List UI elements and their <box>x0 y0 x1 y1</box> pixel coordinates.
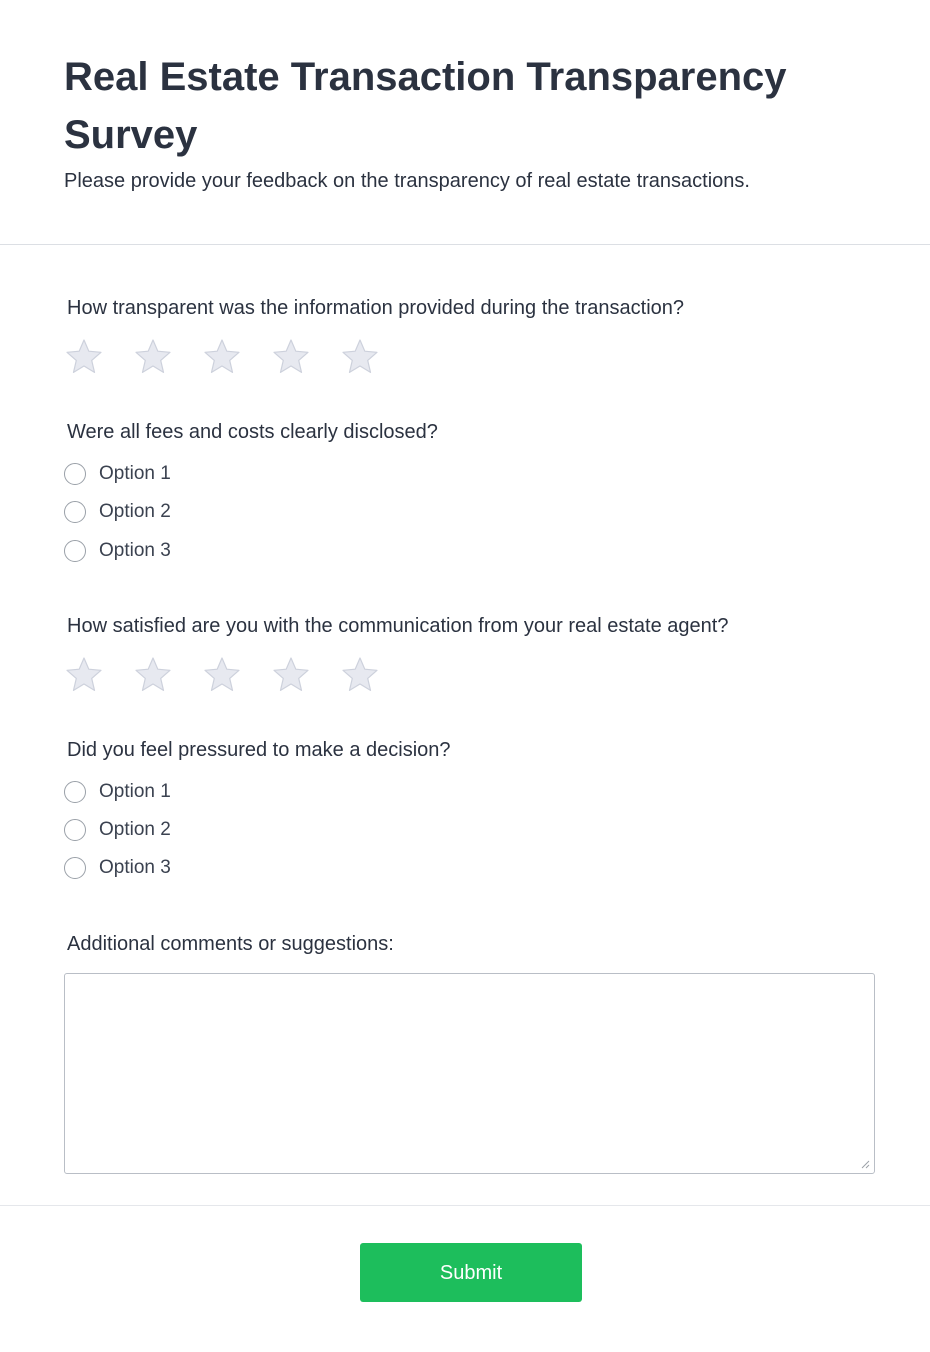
question-2-option-1[interactable] <box>64 461 171 487</box>
question-3-star-rating[interactable] <box>64 655 409 695</box>
question-1-star-rating[interactable] <box>64 337 409 377</box>
star-icon[interactable] <box>202 337 242 377</box>
footer-divider <box>0 1205 930 1206</box>
star-icon[interactable] <box>202 655 242 695</box>
comments-textarea[interactable] <box>64 973 875 1174</box>
question-4-option-1[interactable] <box>64 779 171 805</box>
question-1-label: How transparent was the information provided during the transaction? <box>67 297 685 319</box>
star-icon[interactable] <box>340 337 380 377</box>
question-2-option-2[interactable] <box>64 499 171 525</box>
question-4-option-2[interactable] <box>64 817 171 843</box>
radio-label: Option 1 <box>99 781 171 802</box>
radio-button[interactable] <box>64 501 86 523</box>
radio-label: Option 3 <box>99 540 171 561</box>
comments-label: Additional comments or suggestions: <box>67 933 394 955</box>
radio-button[interactable] <box>64 781 86 803</box>
star-icon[interactable] <box>133 337 173 377</box>
question-4-label: Did you feel pressured to make a decision? <box>67 739 451 761</box>
resize-grip-icon[interactable] <box>860 1159 870 1169</box>
radio-label: Option 2 <box>99 501 171 522</box>
survey-header <box>0 0 930 245</box>
radio-label: Option 3 <box>99 857 171 878</box>
radio-label: Option 1 <box>99 463 171 484</box>
star-icon[interactable] <box>271 337 311 377</box>
question-2-option-3[interactable] <box>64 538 171 564</box>
radio-button[interactable] <box>64 463 86 485</box>
star-icon[interactable] <box>133 655 173 695</box>
question-3-label: How satisfied are you with the communication from your real estate agent? <box>67 615 729 637</box>
radio-button[interactable] <box>64 819 86 841</box>
submit-button[interactable]: Submit <box>360 1243 582 1302</box>
star-icon[interactable] <box>64 655 104 695</box>
radio-label: Option 2 <box>99 819 171 840</box>
radio-button[interactable] <box>64 540 86 562</box>
star-icon[interactable] <box>271 655 311 695</box>
page-subtitle: Please provide your feedback on the transparency of real estate transactions. <box>64 170 750 192</box>
page-title: Real Estate Transaction Transparency Survey <box>64 55 787 157</box>
star-icon[interactable] <box>64 337 104 377</box>
question-2-label: Were all fees and costs clearly disclosed? <box>67 421 438 443</box>
radio-button[interactable] <box>64 857 86 879</box>
star-icon[interactable] <box>340 655 380 695</box>
question-4-option-3[interactable] <box>64 855 171 881</box>
